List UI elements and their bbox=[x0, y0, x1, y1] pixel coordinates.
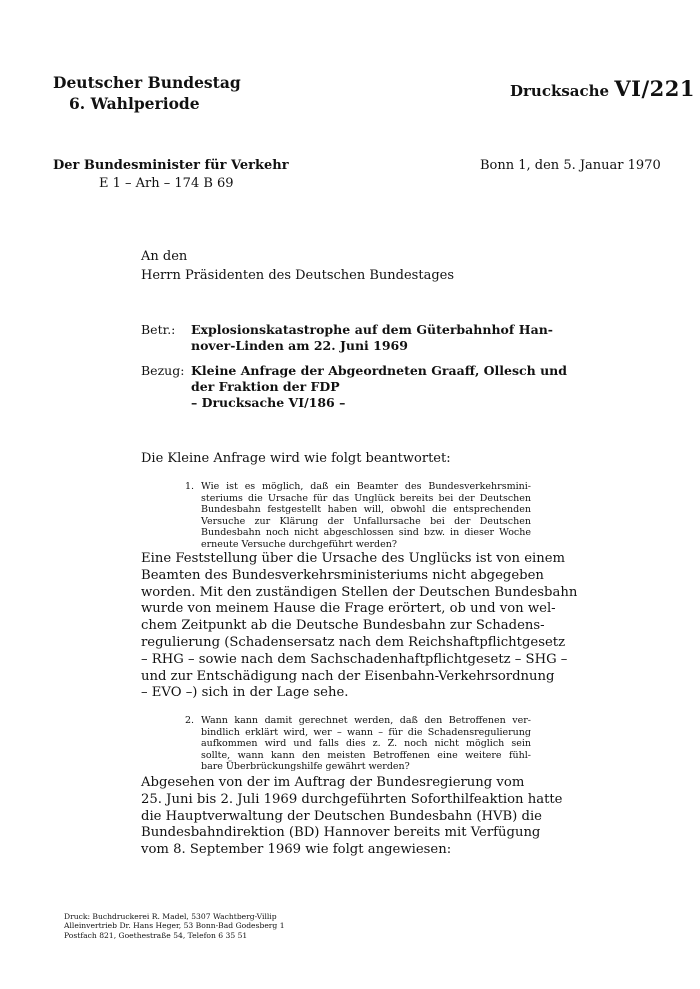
answer-line: die Hauptverwaltung der Deutschen Bundesbahn (HVB) die bbox=[141, 808, 542, 824]
imprint-line: Postfach 821, Goethestraße 54, Telefon 6 35 51 bbox=[64, 930, 248, 940]
answer-line: chem Zeitpunkt ab die Deutsche Bundesbahn zur Schadens- bbox=[141, 618, 545, 634]
reference-label: Bezug: bbox=[141, 363, 185, 378]
imprint-line: Druck: Buchdruckerei R. Madel, 5307 Wachtberg-Villip bbox=[64, 912, 277, 921]
intro-sentence: Die Kleine Anfrage wird wie folgt beantwortet: bbox=[141, 451, 451, 466]
question-line: erneute Versuche durchgeführt werden? bbox=[201, 538, 397, 550]
printer-imprint bbox=[64, 912, 285, 940]
drucksache-number: VI/221 bbox=[614, 76, 695, 101]
answer-line: wurde von meinem Hause die Frage erörtert, ob und von wel- bbox=[141, 601, 556, 617]
answer-line: Beamten des Bundesverkehrsministeriums nicht abgegeben bbox=[141, 567, 544, 583]
question-line: bindlich erklärt wird, wer – wann – für die Schadensregulierung bbox=[201, 726, 531, 738]
recipient-line: Herrn Präsidenten des Deutschen Bundestages bbox=[141, 268, 455, 283]
answer-line: und zur Entschädigung nach der Eisenbahn-Verkehrsordnung bbox=[141, 668, 555, 684]
letter-date: Bonn 1, den 5. Januar 1970 bbox=[480, 158, 661, 173]
reference-line: – Drucksache VI/186 – bbox=[191, 395, 346, 410]
answer-line: regulierung (Schadensersatz nach dem Reichshaftpflichtgesetz bbox=[141, 634, 566, 650]
election-period: 6. Wahlperiode bbox=[69, 94, 200, 113]
subject-line: Explosionskatastrophe auf dem Güterbahnhof Han- bbox=[191, 322, 553, 337]
reference-line: der Fraktion der FDP bbox=[191, 379, 340, 394]
question-line: steriums die Ursache für das Unglück bereits bei der Deutschen bbox=[201, 492, 531, 504]
question-line: Bundesbahn noch nicht abgeschlossen sind bzw. in dieser Woche bbox=[201, 527, 531, 538]
question-line: Wann kann damit gerechnet werden, daß den Betroffenen ver- bbox=[201, 715, 531, 726]
question-number: 1. bbox=[185, 481, 195, 492]
parliament-header bbox=[53, 72, 241, 114]
subject-text bbox=[191, 322, 553, 354]
answer-2 bbox=[141, 775, 563, 859]
sender-reference: E 1 – Arh – 174 B 69 bbox=[99, 176, 234, 191]
recipient-block bbox=[141, 247, 454, 285]
answer-line: – EVO –) sich in der Lage sehe. bbox=[141, 685, 349, 701]
document-number bbox=[510, 76, 695, 101]
answer-line: – RHG – sowie nach dem Sachschadenhaftpflichtgesetz – SHG – bbox=[141, 651, 568, 667]
question-number: 2. bbox=[185, 715, 195, 726]
sender-title: Der Bundesminister für Verkehr bbox=[53, 158, 289, 173]
subject-line: nover-Linden am 22. Juni 1969 bbox=[191, 338, 408, 353]
question-line: Bundesbahn festgestellt haben will, obwohl die entsprechenden bbox=[201, 504, 531, 515]
question-line: sollte, wann kann den meisten Betroffenen eine weitere fühl- bbox=[201, 749, 531, 761]
recipient-line: An den bbox=[141, 249, 188, 264]
question-line: Wie ist es möglich, daß ein Beamter des Bundesverkehrsmini- bbox=[201, 481, 531, 492]
answer-line: Eine Feststellung über die Ursache des Unglücks ist von einem bbox=[141, 551, 566, 566]
answer-1 bbox=[141, 551, 578, 702]
question-line: Versuche zur Klärung der Unfallursache bei der Deutschen bbox=[201, 515, 531, 527]
imprint-line: Alleinvertrieb Dr. Hans Heger, 53 Bonn-Bad Godesberg 1 bbox=[64, 921, 285, 931]
reference-line: Kleine Anfrage der Abgeordneten Graaff, Ollesch und bbox=[191, 363, 568, 378]
answer-line: Bundesbahndirektion (BD) Hannover bereits mit Verfügung bbox=[141, 825, 541, 841]
answer-line: Abgesehen von der im Auftrag der Bundesregierung vom bbox=[141, 775, 525, 790]
question-line: bare Überbrückungshilfe gewährt werden? bbox=[201, 761, 410, 772]
sender-block bbox=[53, 157, 289, 193]
institution-name: Deutscher Bundestag bbox=[53, 73, 241, 92]
question-text bbox=[201, 715, 531, 773]
question-text bbox=[201, 481, 531, 550]
reference-text bbox=[191, 363, 568, 411]
drucksache-label: Drucksache bbox=[510, 82, 610, 100]
question-line: aufkommen wird und falls dies z. Z. noch nicht möglich sein bbox=[201, 738, 531, 749]
answer-line: worden. Mit den zuständigen Stellen der Deutschen Bundesbahn bbox=[141, 584, 578, 600]
answer-line: vom 8. September 1969 wie folgt angewiesen: bbox=[141, 842, 452, 858]
answer-line: 25. Juni bis 2. Juli 1969 durchgeführten Soforthilfeaktion hatte bbox=[141, 791, 563, 807]
subject-label: Betr.: bbox=[141, 322, 176, 337]
